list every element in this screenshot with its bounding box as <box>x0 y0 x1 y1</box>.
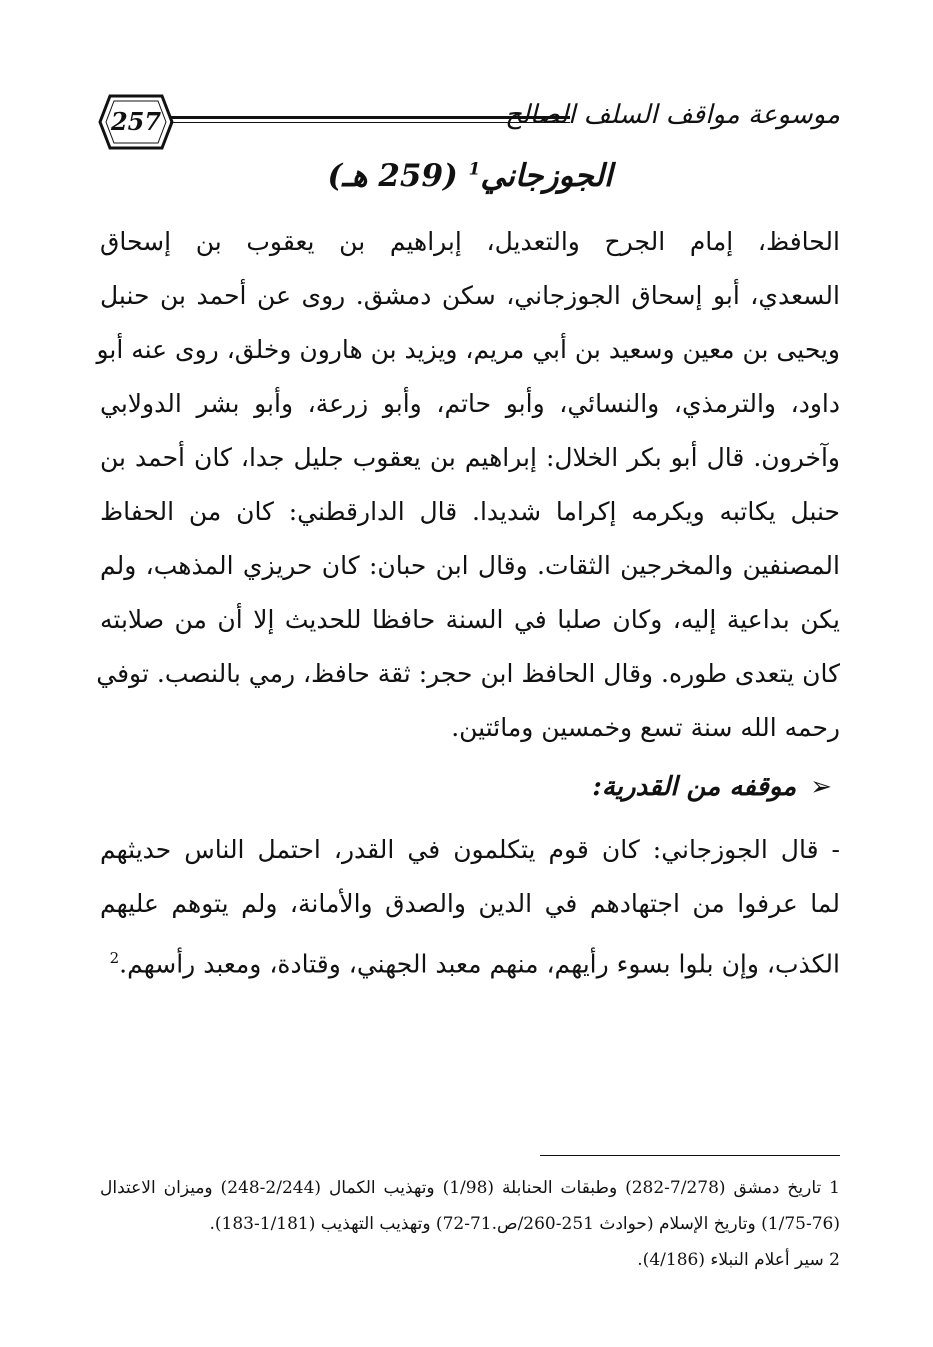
bio-line: السعدي، أبو إسحاق الجوزجاني، سكن دمشق. روى عن أحمد بن حنبل <box>100 281 840 310</box>
footnotes <box>100 1170 840 1278</box>
entry-title <box>100 158 840 194</box>
bio-line: وآخرون. قال أبو بكر الخلال: إبراهيم بن يعقوب جليل جدا، كان أحمد بن <box>100 443 840 472</box>
biography-paragraph <box>96 215 841 755</box>
bio-line: رحمه الله سنة تسع وخمسين ومائتين. <box>451 713 840 742</box>
page-number-badge <box>98 94 174 150</box>
quote-line-text: الكذب، وإن بلوا بسوء رأيهم، منهم معبد الجهني، وقتادة، ومعبد رأسهم. <box>119 949 840 979</box>
bio-line: حنبل يكاتبه ويكرمه إكراما شديدا. قال الدارقطني: كان من الحفاظ <box>100 497 840 526</box>
page-number: 257 <box>110 107 162 136</box>
bio-line: كان يتعدى طوره. وقال الحافظ ابن حجر: ثقة حافظ، رمي بالنصب. توفي <box>96 659 840 688</box>
bio-line: المصنفين والمخرجين الثقات. وقال ابن حبان: كان حريزي المذهب، ولم <box>100 551 841 580</box>
footnote-ref-1: 1 <box>468 159 481 180</box>
footnote-ref-2: 2 <box>109 949 120 967</box>
footnote-divider <box>540 1155 840 1156</box>
section-heading <box>100 772 840 802</box>
footnote-line: 2 سير أعلام النبلاء (4/186). <box>637 1250 840 1270</box>
section-heading-text: موقفه من القدرية: <box>592 772 797 802</box>
quote-line: لما عرفوا من اجتهادهم في الدين والصدق والأمانة، ولم يتوهم عليهم <box>100 889 840 918</box>
entry-name: الجوزجاني <box>480 158 613 194</box>
page-header <box>98 94 840 154</box>
quote-line-last <box>100 931 840 985</box>
entry-date: (259 هـ) <box>327 158 458 194</box>
quote-line: - قال الجوزجاني: كان قوم يتكلمون في القدر، احتمل الناس حديثهم <box>100 835 840 864</box>
arrow-marker-icon: ➢ <box>810 772 832 802</box>
bio-line: الحافظ، إمام الجرح والتعديل، إبراهيم بن يعقوب بن إسحاق <box>100 227 840 256</box>
bio-line: داود، والترمذي، والنسائي، وأبو حاتم، وأبو زرعة، وأبو بشر الدولابي <box>100 389 840 418</box>
footnote-line: 1 تاريخ دمشق (7/278-282) وطبقات الحنابلة (1/98) وتهذيب الكمال (2/244-248) وميزان الاعتدال <box>100 1178 840 1198</box>
footnote-line: (1/75-76) وتاريخ الإسلام (حوادث 251-260/ص.71-72) وتهذيب التهذيب (1/181-183). <box>209 1214 840 1234</box>
bio-line: ويحيى بن معين وسعيد بن أبي مريم، ويزيد بن هارون وخلق، روى عنه أبو <box>96 335 840 364</box>
series-title: موسوعة مواقف السلف الصالح <box>505 100 840 130</box>
bio-line: يكن بداعية إليه، وكان صلبا في السنة حافظا للحديث إلا أن من صلابته <box>100 605 840 634</box>
quote-paragraph <box>100 823 840 985</box>
